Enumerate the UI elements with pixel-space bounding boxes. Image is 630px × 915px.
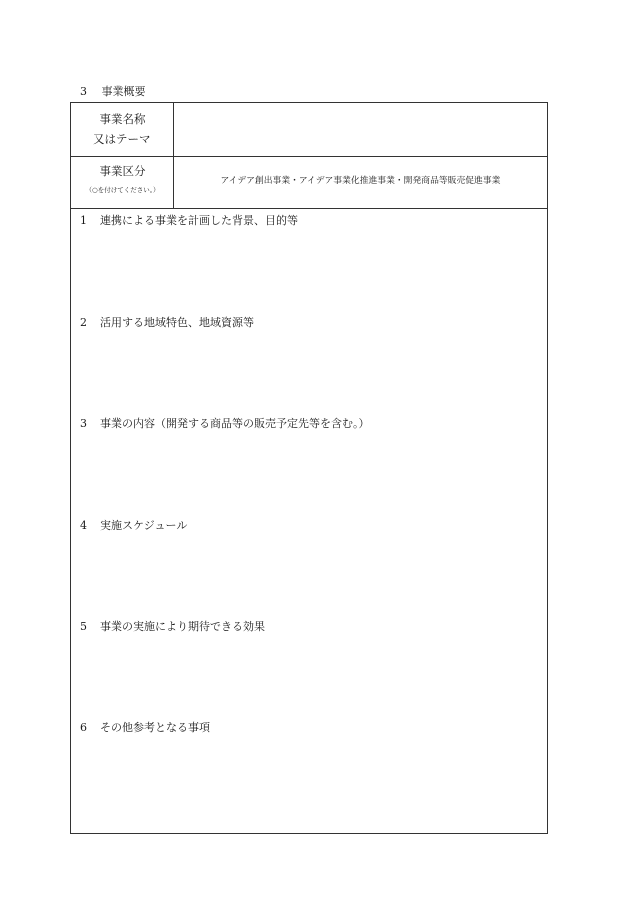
item-regional-resources: [80, 316, 254, 330]
item-number: 6: [80, 721, 87, 734]
item-schedule: [80, 519, 187, 533]
section-number: 3: [80, 85, 87, 98]
project-category-note: （○を付けてください。）: [85, 186, 160, 194]
item-project-content: [80, 417, 370, 431]
project-name-label: 事業名称: [99, 112, 146, 126]
project-category-field[interactable]: [174, 156, 547, 208]
item-text: 事業の内容（開発する商品等の販売予定先等を含む。）: [100, 417, 370, 430]
project-theme-label: 又はテーマ: [93, 132, 151, 146]
item-text: 事業の実施により期待できる効果: [100, 620, 265, 633]
item-text: 連携による事業を計画した背景、目的等: [100, 214, 298, 227]
overview-body[interactable]: [71, 208, 547, 833]
project-category-label-cell: [71, 156, 174, 208]
item-text: その他参考となる事項: [100, 721, 210, 734]
item-number: 1: [80, 214, 87, 227]
item-number: 5: [80, 620, 87, 633]
project-category-row: [71, 156, 547, 209]
project-overview-form: [70, 102, 548, 834]
item-text: 実施スケジュール: [100, 519, 188, 532]
project-name-label-cell: [71, 103, 174, 156]
project-name-field[interactable]: [174, 103, 547, 156]
item-other-references: [80, 721, 210, 735]
item-number: 3: [80, 417, 87, 430]
item-text: 活用する地域特色、地域資源等: [100, 316, 254, 329]
project-category-label: 事業区分: [99, 164, 146, 178]
item-expected-effects: [80, 620, 265, 634]
project-name-row: [71, 103, 547, 157]
section-title: 事業概要: [101, 85, 146, 98]
item-background-purpose: [80, 214, 298, 228]
item-number: 4: [80, 519, 87, 532]
project-category-options[interactable]: アイデア創出事業・アイデア事業化推進事業・開発商品等販売促進事業: [220, 176, 501, 186]
section-heading: [80, 85, 146, 99]
item-number: 2: [80, 316, 87, 329]
